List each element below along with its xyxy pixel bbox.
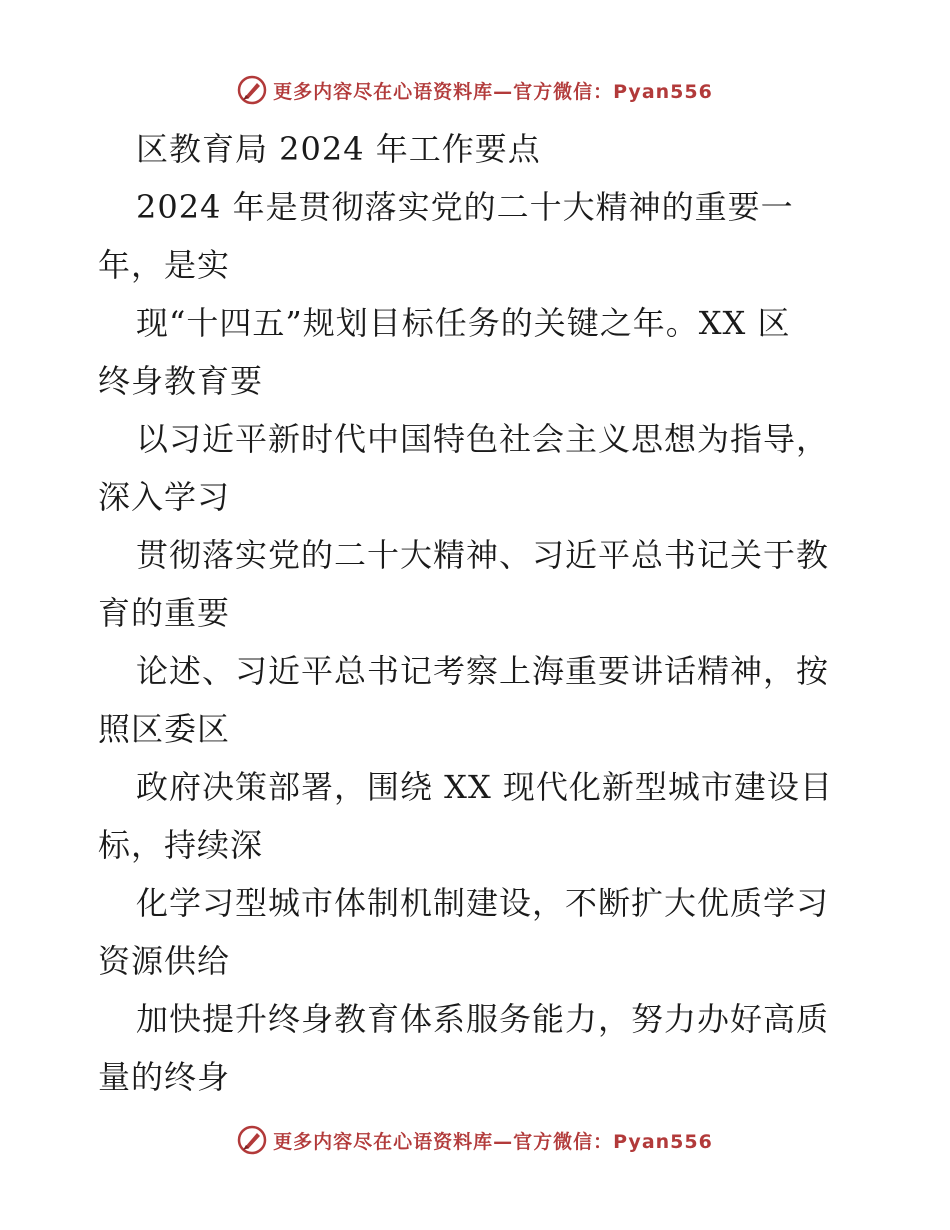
text-line: 加快提升终身教育体系服务能力，努力办好高质 xyxy=(136,1000,830,1038)
footer-watermark xyxy=(0,1120,950,1160)
header-watermark xyxy=(0,70,950,110)
text-line: 终身教育要 xyxy=(98,362,264,400)
text-line: 贯彻落实党的二十大精神、习近平总书记关于教 xyxy=(136,536,830,574)
text-line: 以习近平新时代中国特色社会主义思想为指导， xyxy=(136,420,830,458)
text-line: 化学习型城市体制机制建设，不断扩大优质学习 xyxy=(136,884,830,922)
text-line: 政府决策部署，围绕 XX 现代化新型城市建设目 xyxy=(136,768,833,806)
text-line: 现“十四五”规划目标任务的关键之年。XX 区 xyxy=(136,304,791,342)
text-line: 育的重要 xyxy=(98,594,231,632)
text-line: 深入学习 xyxy=(98,478,231,516)
pen-logo-icon xyxy=(237,75,267,105)
text-line: 论述、习近平总书记考察上海重要讲话精神，按 xyxy=(136,652,830,690)
pen-logo-icon xyxy=(237,1125,267,1155)
document-title: 区教育局 2024 年工作要点 xyxy=(136,130,541,168)
text-line: 标，持续深 xyxy=(98,826,264,864)
document-body xyxy=(98,120,868,1106)
text-line: 年，是实 xyxy=(98,246,231,284)
watermark-text: 更多内容尽在心语资料库—官方微信：Pyan556 xyxy=(273,1130,713,1153)
text-line: 量的终身 xyxy=(98,1058,231,1096)
text-line: 照区委区 xyxy=(98,710,231,748)
text-line: 资源供给 xyxy=(98,942,231,980)
text-line: 2024 年是贯彻落实党的二十大精神的重要一 xyxy=(136,188,794,226)
watermark-text: 更多内容尽在心语资料库—官方微信：Pyan556 xyxy=(273,80,713,103)
